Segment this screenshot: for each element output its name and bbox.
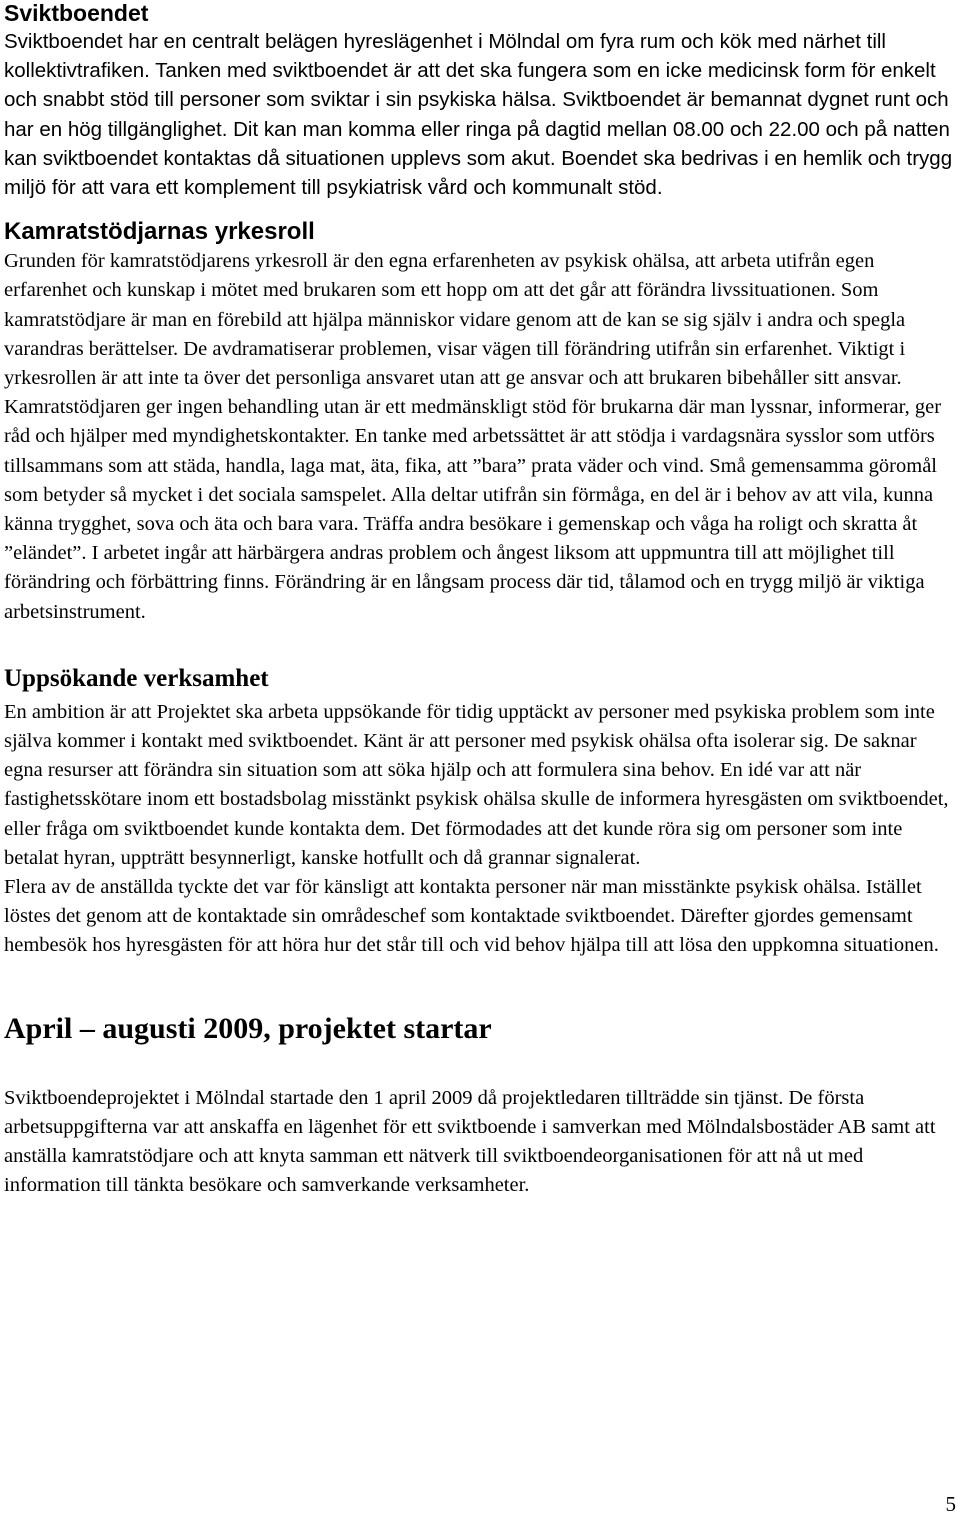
- section-april-augusti: [4, 1011, 956, 1201]
- paragraph-kamratstodjarnas-yrkesroll: Grunden för kamratstödjarens yrkesroll är den egna erfarenheten av psykisk ohälsa, att arbeta utifrån egen erfarenhet och kunskap i mötet med brukaren som ett hopp om att det går att förändra livssituationen. Som kamratstödjare är man en förebild att hjälpa människor vidare genom att de kan se sig själv i andra och spegla varandras berättelser. De avdramatiserar problemen, visar vägen till förändring utifrån sin erfarenhet. Viktigt i yrkesrollen är att inte ta över det personliga ansvaret utan att ge ansvar och att brukaren bibehåller sitt ansvar. Kamratstödjaren ger ingen behandling utan är ett medmänskligt stöd för brukarna där man lyssnar, informerar, ger råd och hjälper med myndighetskontakter. En tanke med arbetssättet är att stödja i vardagsnära sysslor som utförs tillsammans som att städa, handla, laga mat, äta, fika, att ”bara” prata väder och vind. Små gemensamma göromål som betyder så mycket i det sociala samspelet. Alla deltar utifrån sin förmåga, en del är i behov av att vila, kunna känna trygghet, sova och äta och bara vara. Träffa andra besökare i gemenskap och våga ha roligt och skratta åt ”eländet”. I arbetet ingår att härbärgera andras problem och ångest liksom att uppmuntra till att möjlighet till förändring och förbättring finns. Förändring är en långsam process där tid, tålamod och en trygg miljö är viktiga arbetsinstrument.: [4, 250, 942, 623]
- section-sviktboendet: [4, 0, 956, 202]
- paragraph-uppsokande-2: Flera av de anställda tyckte det var för känsligt att kontakta personer när man misstänkte psykisk ohälsa. Istället löstes det genom att de kontaktade sin områdeschef som kontaktade sviktboendet. Därefter gjordes gemensamt hembesök hos hyresgästen för att höra hur det står till och vid behov hjälpa till att lösa den uppkomna situationen.: [4, 876, 939, 957]
- heading-april-augusti: April – augusti 2009, projektet startar: [4, 1011, 492, 1045]
- heading-kamratstodjarnas-yrkesroll: Kamratstödjarnas yrkesroll: [4, 218, 315, 246]
- page-number: 5: [945, 1492, 956, 1516]
- document-page: [4, 0, 956, 1201]
- heading-uppsokande-verksamhet: Uppsökande verksamhet: [4, 664, 269, 692]
- section-uppsokande-verksamhet: [4, 664, 956, 961]
- paragraph-sviktboendet: Sviktboendet har en centralt belägen hyreslägenhet i Mölndal om fyra rum och kök med närhet till kollektivtrafiken. Tanken med sviktboendet är att det ska fungera som en icke medicinsk form för enkelt och snabbt stöd till personer som sviktar i sin psykiska hälsa. Sviktboendet är bemannat dygnet runt och har en hög tillgänglighet. Dit kan man komma eller ringa på dagtid mellan 08.00 och 22.00 och på natten kan sviktboendet kontaktas då situationen upplevs som akut. Boendet ska bedrivas i en hemlik och trygg miljö för att vara ett komplement till psykiatrisk vård och kommunalt stöd.: [4, 30, 953, 200]
- section-kamratstodjarnas-yrkesroll: [4, 218, 956, 627]
- heading-sviktboendet: Sviktboendet: [4, 0, 149, 26]
- paragraph-uppsokande-1: En ambition är att Projektet ska arbeta uppsökande för tidig upptäckt av personer med psykiska problem som inte själva kommer i kontakt med sviktboendet. Känt är att personer med psykisk ohälsa ofta isolerar sig. De saknar egna resurser att förändra sin situation som att söka hjälp och att formulera sina behov. En idé var att när fastighetsskötare inom ett bostadsbolag misstänkt psykisk ohälsa skulle de informera hyresgästen om sviktboendet, eller fråga om sviktboendet kunde kontakta dem. Det förmodades att det kunde röra sig om personer som inte betalat hyran, uppträtt besynnerligt, kanske hotfullt och då grannar signalerat.: [4, 700, 949, 869]
- paragraph-april-augusti: Sviktboendeprojektet i Mölndal startade den 1 april 2009 då projektledaren tillträdde sin tjänst. De första arbetsuppgifterna var att anskaffa en lägenhet för ett sviktboende i samverkan med Mölndalsbostäder AB samt att anställa kamratstödjare och att knyta samman ett nätverk till sviktboendeorganisationen för att nå ut med information till tänkta besökare och samverkande verksamheter.: [4, 1086, 936, 1197]
